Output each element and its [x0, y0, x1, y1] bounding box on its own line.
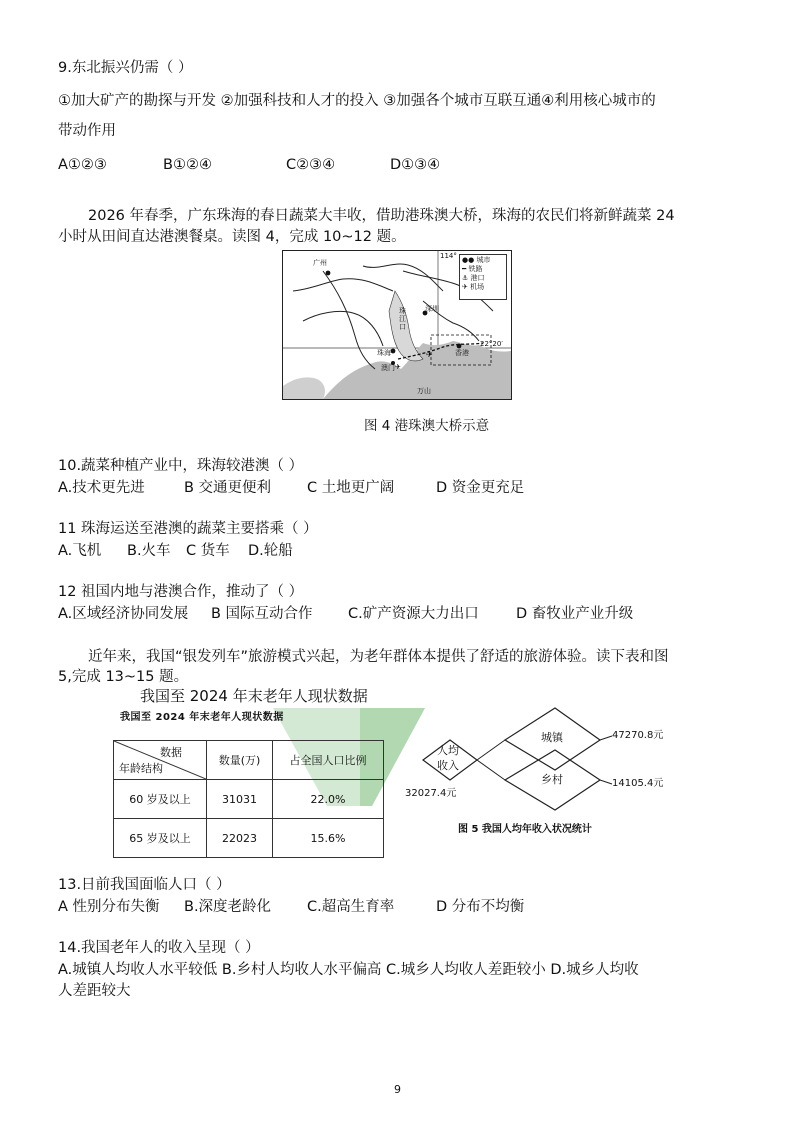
q12-option-a: A.区域经济协同发展	[58, 606, 189, 622]
map-label-latitude: 22°20′	[480, 340, 503, 348]
passage2-line2: 5,完成 13~15 题。	[58, 669, 189, 685]
map-label-macau: 澳门	[381, 364, 395, 372]
fig5-center-line2: 收入	[437, 759, 459, 772]
q9-option-a: A①②③	[58, 157, 107, 173]
q9-option-b: B①②④	[163, 157, 212, 173]
q11-stem: 11 珠海运送至港澳的蔬菜主要搭乘（ ）	[58, 521, 318, 537]
svg-text:✈: ✈	[426, 350, 433, 359]
fig5-urban-value: 47270.8元	[612, 730, 664, 741]
q10-option-a: A.技术更先进	[58, 480, 145, 496]
table-row2-age: 65 岁及以上	[114, 819, 207, 858]
q13-stem: 13.日前我国面临人口（ ）	[58, 877, 231, 893]
q9-items-line1: ①加大矿产的勘探与开发 ②加强科技和人才的投入 ③加强各个城市互联互通④利用核心城市的	[58, 93, 656, 109]
table-header-ratio: 占全国人口比例	[273, 741, 384, 780]
page-number: 9	[394, 1083, 401, 1096]
table-row1-age: 60 岁及以上	[114, 780, 207, 819]
q9-stem: 9.东北振兴仍需（ ）	[58, 60, 193, 76]
legend-port: ⚓ 港口	[462, 274, 485, 282]
map-label-pearl-river: 珠江口	[399, 307, 406, 331]
legend-airport: ✈ 机场	[462, 283, 485, 291]
svg-text:✈: ✈	[395, 363, 401, 371]
fig5-urban-label: 城镇	[541, 731, 563, 744]
q12-stem: 12 祖国内地与港澳合作，推动了（ ）	[58, 584, 304, 600]
q12-option-d: D 畜牧业产业升级	[516, 606, 634, 622]
table-title: 我国至 2024 年末老年人现状数据	[140, 687, 368, 705]
q12-option-c: C.矿产资源大力出口	[348, 606, 479, 622]
table-header-count: 数量(万)	[207, 741, 273, 780]
passage2-line1: 近年来，我国“银发列车”旅游模式兴起，为老年群体本提供了舒适的旅游体验。读下表和图	[88, 649, 669, 665]
fig5-center-line1: 人均	[437, 744, 459, 757]
q13-option-b: B.深度老龄化	[184, 899, 272, 915]
q10-option-d: D 资金更充足	[436, 480, 525, 496]
q10-stem: 10.蔬菜种植产业中，珠海较港澳（ ）	[58, 458, 304, 474]
fig5-rural-value: 14105.4元	[612, 778, 664, 789]
passage1-line1: 2026 年春季，广东珠海的春日蔬菜大丰收，借助港珠澳大桥，珠海的农民们将新鲜蔬菜 24	[88, 208, 675, 224]
q10-option-b: B 交通更便利	[184, 480, 272, 496]
map-label-hongkong: 香港	[455, 349, 469, 357]
q13-option-c: C.超高生育率	[307, 899, 395, 915]
passage1-line2: 小时从田间直达港澳餐桌。读图 4，完成 10~12 题。	[58, 229, 406, 245]
fig5-center-value: 32027.4元	[405, 788, 457, 799]
q13-option-a: A 性别分布失衡	[58, 899, 160, 915]
map-label-longitude: 114°	[440, 252, 457, 260]
map-label-zhuhai: 珠海	[377, 349, 391, 357]
map-label-wanshan: 万山	[417, 387, 431, 395]
q11-option-b: B.火车	[127, 543, 171, 559]
q9-items-line2: 带动作用	[58, 123, 116, 139]
table-diag-top: 数据	[160, 746, 182, 759]
figure4-caption: 图 4 港珠澳大桥示意	[364, 418, 490, 434]
fig5-rural-label: 乡村	[541, 773, 563, 786]
q11-option-d: D.轮船	[248, 543, 293, 559]
q12-option-b: B 国际互动合作	[211, 606, 313, 622]
q14-options-line2: 人差距较大	[58, 983, 131, 999]
table-subtitle: 我国至 2024 年末老年人现状数据	[120, 712, 284, 723]
table-diag-bottom: 年龄结构	[119, 762, 163, 775]
map-label-guangzhou: 广州	[313, 259, 327, 267]
table-row1-ratio: 22.0%	[273, 780, 384, 819]
q10-option-c: C 土地更广阔	[307, 480, 395, 496]
q13-option-d: D 分布不均衡	[436, 899, 525, 915]
legend-railway: ━ 铁路	[462, 265, 483, 273]
q11-option-c: C 货车	[186, 543, 230, 559]
q9-option-d: D①③④	[390, 157, 441, 173]
q11-option-a: A.飞机	[58, 543, 102, 559]
map-label-shenzhen: 深圳	[425, 305, 439, 313]
fig5-caption: 图 5 我国人均年收入状况统计	[458, 824, 592, 835]
q14-options-line1: A.城镇人均收人水平较低 B.乡村人均收人水平偏高 C.城乡人均收人差距较小 D.城乡人均收	[58, 962, 639, 978]
table-row2-count: 22023	[207, 819, 273, 858]
table-row1-count: 31031	[207, 780, 273, 819]
table-row2-ratio: 15.6%	[273, 819, 384, 858]
q14-stem: 14.我国老年人的收入呈现（ ）	[58, 940, 260, 956]
legend-city: ●● 城市	[462, 256, 491, 264]
q9-option-c: C②③④	[286, 157, 336, 173]
